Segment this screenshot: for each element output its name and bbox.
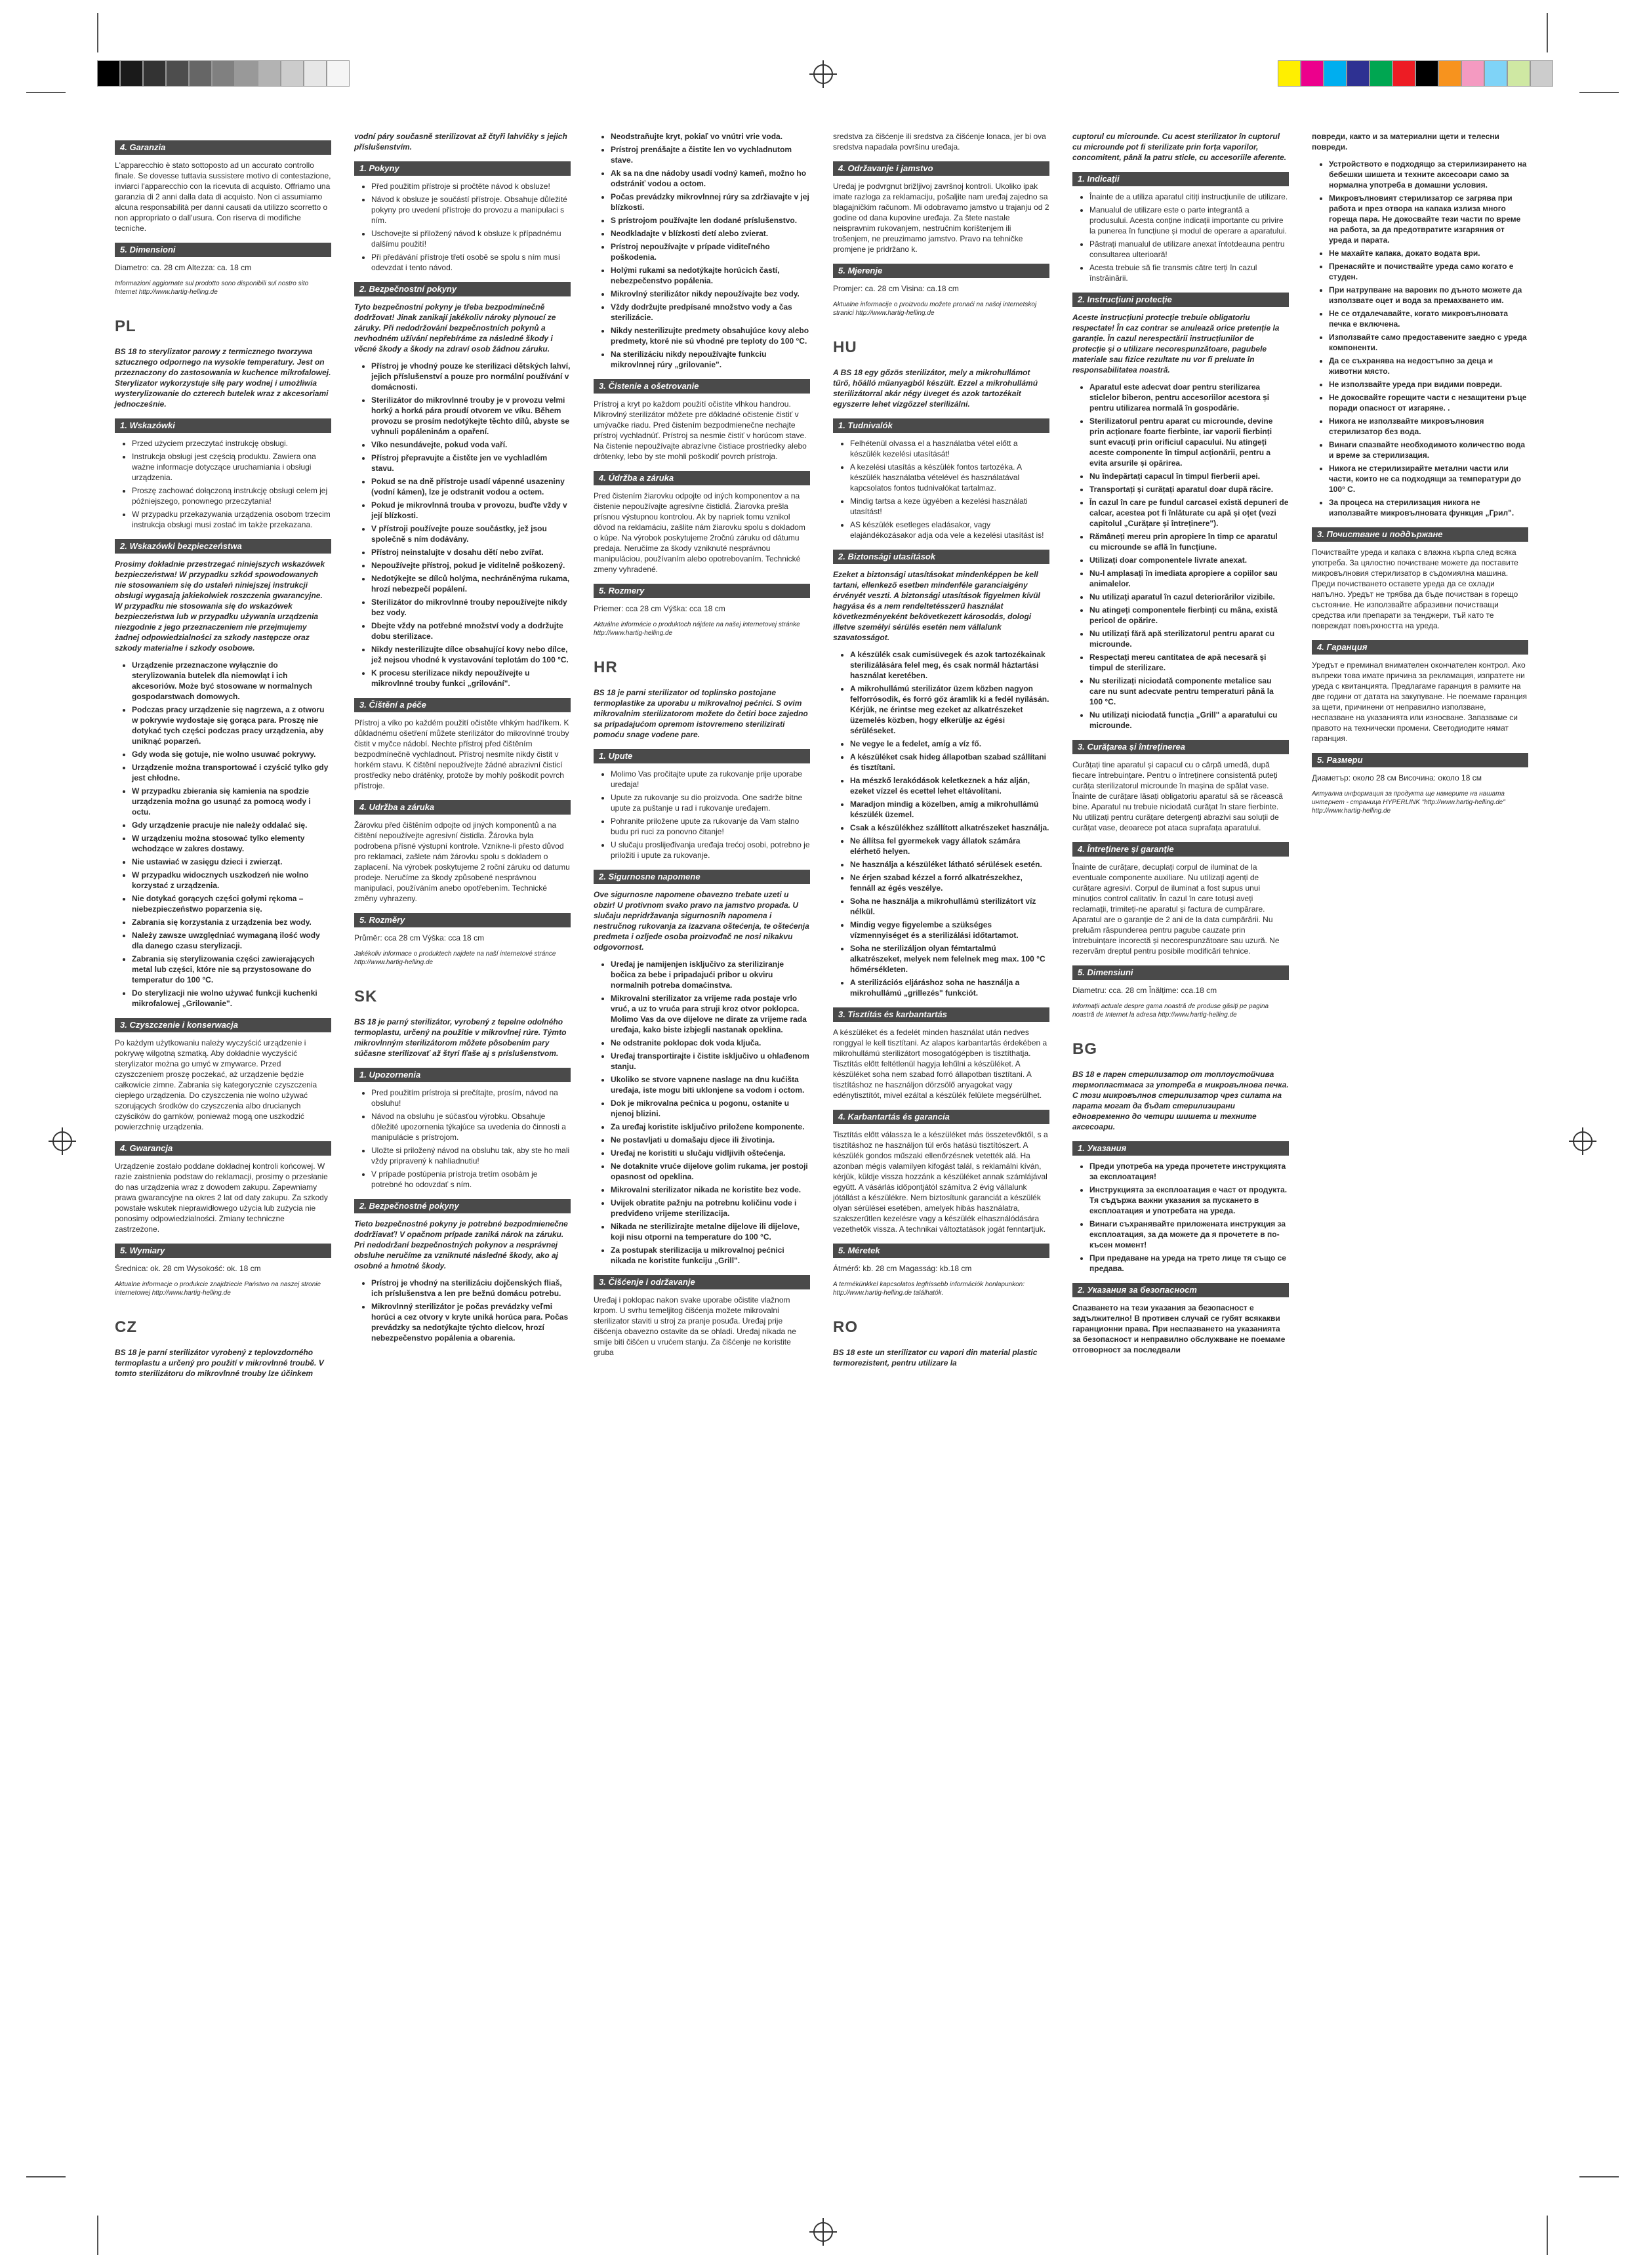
paragraph: Priemer: cca 28 cm Výška: cca 18 cm (594, 604, 725, 613)
intro-paragraph: Aceste instrucțiuni protecție trebuie obligatoriu respectate! În caz contrar se anulează orice pretenție la garanție. În cazul nerespectării instrucțiunilor de protecție și o utilizare necorespunzătoare, pagubele materiale sau fizice rezultate nu vor fi preluate în responsabilitatea noastră. (1072, 313, 1280, 375)
list-item: • Podczas pracy urządzenie się nagrzewa, a z otworu w pokrywie wydostaje się gorąca para. Proszę nie dotykać tych części podczas pracy urządzenia, aby uniknąć poparzeń. (132, 704, 331, 746)
list-item: • Mikrovlnný sterilizátor je počas prevádzky veľmi horúci a cez otvory v kryte uniká horúca para. Počas prevádzky sa nedotýkajte týchto dielcov, hrozí nebezpečenstvo popálenia a obarenia. (371, 1301, 571, 1343)
color-swatch (1301, 60, 1324, 87)
list-item: • Nikdy nesterilizujte dílce obsahující kovy nebo dílce, jež nejsou vhodné k vystavování teplotám do 100 °C. (371, 644, 571, 665)
list-item: • Pokud je mikrovlnná trouba v provozu, buďte vždy v její blízkosti. (371, 500, 571, 521)
list-item: • Soha ne használja a mikrohullámú sterilizátort víz nélkül. (850, 896, 1049, 917)
list-item: • W urządzeniu można stosować tylko elementy wchodzące w zakres dostawy. (132, 833, 331, 854)
bullet-list (354, 181, 571, 273)
paragraph: Почиствайте уреда и капака с влажна кърпа след всяка употреба. За цялостно почистване можете да поставите микровълновия стерилизатор в съдомиялна машина. Преди почистването оставете уреда да се охлади напълно. Уредът не трябва да бъде почистван в горещо състояние. Не използвайте абразивни почистващи средства или препарати за тенджери, тъй като те повреждат повърхността на уреда. (1312, 548, 1518, 630)
color-swatch (1392, 60, 1415, 87)
paragraph: Přístroj a víko po každém použití očistěte vlhkým hadříkem. K důkladnému ošetření můžete sterilizátor do mikrovlnné trouby čistit v myčce nádobí. Nechte přístroj před čištěním bezpodmínečně vychladnout. Přístroj nesmíte nikdy čistit v horkém stavu. K čištění nepoužívejte žádné abrazivní čisticí prostředky nebo drátěnky, protože by mohly poškodit povrch přístroje. (354, 718, 569, 790)
section-heading: 3. Почистване и поддържане (1312, 527, 1528, 542)
website-note: Aktualne informacije o proizvodu možete pronaći na našoj internetskoj stranici http://www.hartig-helling.de (833, 301, 1037, 317)
color-swatch (1324, 60, 1347, 87)
paragraph: Uređaj je podvrgnut brižljivoj završnoj kontroli. Ukoliko ipak imate razloga za reklamaciju, pošaljite nam uređaj zajedno sa blagajničkim računom. Mi odobravamo jamstvo u trajanju od 2 godine od dana kupovine uređaja. Za štete nastale neispravnim rukovanjem, nestručnim korištenjem ili trošenjem, ne preuzimamo jamstvo. Pravo na tehničke promjene je pridržano k. (833, 182, 1049, 254)
list-item: • Prístroj je vhodný na sterilizáciu dojčenských fliaš, ich príslušenstva a len pre bežnú domácu potrebu. (371, 1278, 571, 1299)
list-item: • За процеса на стерилизация никога не използвайте микровълновата функция „Грил". (1329, 497, 1528, 518)
section-heading: 4. Údržba a záruka (594, 471, 810, 485)
crop-mark (1547, 2216, 1548, 2255)
crop-mark (26, 92, 66, 93)
language-code: BG (1072, 1040, 1097, 1058)
list-item: • Urządzenie można transportować i czyścić tylko gdy jest chłodne. (132, 762, 331, 783)
website-note: A termékünkkel kapcsolatos legfrissebb információk honlapunkon: http://www.hartig-helling.de találhatók. (833, 1281, 1025, 1297)
section-heading: 2. Biztonsági utasítások (833, 550, 1049, 564)
color-swatch (1507, 60, 1530, 87)
section-heading: 1. Upozornenia (354, 1068, 571, 1082)
list-item: • Uvijek obratite pažnju na potrebnu količinu vode i predviđeno vrijeme sterilizacija. (611, 1198, 810, 1219)
list-item: • Počas prevádzky mikrovlnnej rúry sa zdržiavajte v jej blízkosti. (611, 192, 810, 213)
list-item: • Pohranite priložene upute za rukovanje da Vam stalno budu pri ruci za ponovno čitanje! (611, 816, 810, 837)
list-item: • A kezelési utasítás a készülék fontos tartozéka. A készülék használatba vételével és használatával kapcsolatos fontos tudnivalókat tartalmaz. (850, 462, 1049, 493)
color-bar (1278, 60, 1553, 87)
list-item: • Mikrovalni sterilizator nikada ne koristite bez vode. (611, 1185, 810, 1195)
crop-mark (97, 13, 98, 52)
section-heading: 2. Wskazówki bezpieczeństwa (115, 539, 331, 554)
registration-mark-icon (813, 2222, 833, 2242)
list-item: • Nu atingeți componentele fierbinți cu mâna, există pericol de opărire. (1089, 605, 1289, 626)
color-swatch (1461, 60, 1484, 87)
list-item: • Vždy dodržujte predpísané množstvo vody a čas sterilizácie. (611, 302, 810, 323)
section-heading: 5. Размери (1312, 753, 1528, 767)
website-note: Informazioni aggiornate sul prodotto sono disponibili sul nostro sito Internet http://www.hartig-helling.de (115, 280, 309, 296)
section-heading: 4. Întreținere și garanție (1072, 842, 1289, 857)
list-item: • Ne odstranite poklopac dok voda ključa. (611, 1038, 810, 1048)
paragraph: Înainte de curățare, decuplați corpul de iluminat de la eventuale componente auxiliare. Nu utilizați agenți de curățare agresivi. Corpul de iluminat a fost supus unui minuțios control calitativ. În cazul în care totuși aveți reclamații, trimiteți-ne aparatul și factura de cumpărare. Aparatul are o garanție de 2 ani de la data cumpărării. Nu preluăm răspunderea pentru pagube cauzate prin întrebuințare incorectă și necorespunzătoare sau uzură. Ne rezervăm dreptul pentru posibile modificări tehnice. (1072, 862, 1280, 956)
registration-mark-icon (813, 64, 833, 84)
crop-mark (1579, 2176, 1619, 2177)
list-item: • Ha mészkő lerakódások keletkeznek a ház alján, ezeket vízzel és ecettel lehet eltávolítani. (850, 775, 1049, 796)
section-heading: 4. Гаранция (1312, 640, 1528, 655)
list-item: • Înainte de a utiliza aparatul citiți instrucțiunile de utilizare. (1089, 192, 1289, 202)
list-item: • Gdy urządzenie pracuje nie należy oddalać się. (132, 820, 331, 830)
language-code: PL (115, 317, 136, 335)
list-item: • Mikrovalni sterilizator za vrijeme rada postaje vrlo vruć, a uz to vruća para struji kroz otvor poklopca. Molimo Vas da ove dijelove ne dirate za vrijeme rada uređaja, kako biste izbjegli nastanak opeklina. (611, 993, 810, 1035)
intro-paragraph: Ezeket a biztonsági utasításokat mindenképpen be kell tartani, ellenkező esetben mindenféle garanciaigény érvényét veszti. A biztonsági utasítások figyelmen kívül hagyása és a nem rendeltetésszerű használat következményeként bekövetkezett károsodás, dologi illetve személyi sérülés esetén nem vállalunk szavatosságot. (833, 570, 1040, 642)
paragraph: Уредът е преминал внимателен окончателен контрол. Ако въпреки това имате причина за рекламация, изпратете ни уреда с квитанцията. Предлагаме гаранция в рамките на две години от датата на закупуване. Не поемаме гаранция за щети, причинени от неправилно използване, неспазване на указанията или износване. Запазваме си правото на технически промени. Светодиодите нямат гаранция. (1312, 660, 1528, 743)
color-swatch (212, 60, 235, 87)
bullet-list (594, 959, 810, 1266)
list-item: • Urządzenie przeznaczone wyłącznie do sterylizowania butelek dla niemowląt i ich akcesoriów. Może być stosowane w normalnych gospodarstwach domowych. (132, 660, 331, 702)
list-item: • Използвайте само предоставените заедно с уреда компоненти. (1329, 332, 1528, 353)
list-item: • Holými rukami sa nedotýkajte horúcich častí, nebezpečenstvo popálenia. (611, 265, 810, 286)
list-item: • Ne használja a készüléket látható sérülések esetén. (850, 859, 1049, 870)
intro-paragraph: A BS 18 egy gőzös sterilizátor, mely a mikrohullámot tűrő, hőálló műanyagból készült. Ezzel a mikrohullámú sterilizátorral akár négy üveget és azok tartozékait egyszerre lehet vízgőzzel sterilizálni. (833, 368, 1038, 409)
list-item: • A készülék csak cumisüvegek és azok tartozékainak sterilizálására felel meg, és csak normál háztartási használat keretében. (850, 649, 1049, 681)
list-item: • Víko nesundávejte, pokud voda vaří. (371, 439, 571, 450)
intro-paragraph: Ove sigurnosne napomene obavezno trebate uzeti u obzir! U protivnom svako pravo na jamstvo propada. U slučaju nepridržavanja sigurnosnih napomena i nestručnog rukovanja za izazvana oštećenja, te oštećenja predmeta i ozljede osoba proizvođač ne nosi nikakvu odgovornost. (594, 890, 809, 952)
section-heading: 5. Rozměry (354, 913, 571, 927)
list-item: • Ne állítsa fel gyermekek vagy állatok számára elérhető helyen. (850, 836, 1049, 857)
color-swatch (1438, 60, 1461, 87)
list-item: • Никога не стерилизирайте метални части или части, които не са подходящи за температури до 100° С. (1329, 463, 1528, 495)
list-item: • Ne érjen szabad kézzel a forró alkatrészekhez, fennáll az égés veszélye. (850, 872, 1049, 893)
list-item: • Proszę zachować dołączoną instrukcję obsługi celem jej późniejszego, ponownego przeczytania! (132, 485, 331, 506)
intro-paragraph: cuptorul cu microunde. Cu acest sterilizator în cuptorul cu microunde pot fi sterilizate prin forța vaporilor, concomitent, până la patru sticle, cu accesoriile aferente. (1072, 132, 1287, 162)
section-heading: 4. Garanzia (115, 140, 331, 155)
bullet-list (833, 649, 1049, 998)
paragraph: Urządzenie zostało poddane dokładnej kontroli końcowej. W razie zaistnienia podstaw do reklamacji, prosimy o przesłanie do nas urządzenia wraz z dowodem zakupu. Zapewniamy prawa gwarancyjne na okres 2 lat od daty zakupu. Za szkody powstałe wskutek nieprawidłowego użycia lub zużycia nie ponosimy odpowiedzialności. Zmiany techniczne zastrzeżone. (115, 1162, 328, 1234)
list-item: • Upute za rukovanje su dio proizvoda. One sadrže bitne upute za puštanje u rad i rukovanje uređajem. (611, 792, 810, 813)
list-item: • Nu îndepărtați capacul în timpul fierberii apei. (1089, 471, 1289, 481)
list-item: • W przypadku widocznych uszkodzeń nie wolno korzystać z urządzenia. (132, 870, 331, 891)
color-swatch (304, 60, 327, 87)
list-item: • Устройството е подходящо за стерилизирането на бебешки шишета и техните аксесоари само за нормална употреба в домашни условия. (1329, 159, 1528, 190)
list-item: • Neodstraňujte kryt, pokiaľ vo vnútri vrie voda. (611, 131, 810, 142)
intro-paragraph: BS 18 je parni sterilizator od toplinsko postojane termoplastike za uporabu u mikrovalnoj pećnici. S ovim mikrovalnim sterilizatorom možete do četiri boce zajedno sa pripadajućom opremom istovremeno sterilizirati pomoću snage vodene pare. (594, 688, 808, 739)
list-item: • Dbejte vždy na potřebné množství vody a dodržujte dobu sterilizace. (371, 620, 571, 641)
color-swatch (1530, 60, 1553, 87)
bullet-list (354, 1087, 571, 1190)
intro-paragraph: Prosimy dokładnie przestrzegać niniejszych wskazówek bezpieczeństwa! W przypadku szkód spowodowanych nie stosowaniem się do ustaleń niniejszej instrukcji obsługi wygasają jakiekolwiek roszczenia gwarancyjne. W przypadku nie stosowania się do wskazówek bezpieczeństwa lub w przypadku używania urządzenia niezgodnie z jego przeznaczeniem nie przejmujemy żadnej odpowiedzialności za szkody następcze oraz szkody materialne i szkody osobowe. (115, 559, 325, 653)
section-heading: 4. Karbantartás és garancia (833, 1110, 1049, 1124)
color-swatch (143, 60, 166, 87)
list-item: • Aparatul este adecvat doar pentru sterilizarea sticlelor biberon, pentru accesoriilor acestora și pentru utilizarea normală în gospodărie. (1089, 382, 1289, 413)
list-item: • Do sterylizacji nie wolno używać funkcji kuchenki mikrofalowej „Grilowanie". (132, 988, 331, 1009)
language-code: SK (354, 988, 378, 1005)
section-heading: 3. Curățarea și întreținerea (1072, 740, 1289, 754)
list-item: • Respectați mereu cantitatea de apă necesară și timpul de sterilizare. (1089, 652, 1289, 673)
list-item: • Za postupak sterilizacija u mikrovalnoj pećnici nikada ne koristite funkciju „Grill". (611, 1245, 810, 1266)
list-item: • Sterilizátor do mikrovlnné trouby je v provozu velmi horký a horká pára proudí otvorem ve víku. Během provozu se prosím nedotýkejte těchto dílů, abyste se vyhnuli popáleninám a opaření. (371, 395, 571, 437)
website-note: Aktualne informacje o produkcie znajdziecie Państwo na naszej stronie internetowej http://www.hartig-helling.de (115, 1281, 321, 1297)
section-heading: 5. Wymiary (115, 1244, 331, 1258)
color-swatch (120, 60, 143, 87)
list-item: • Před použitím přístroje si pročtěte návod k obsluze! (371, 181, 571, 192)
paragraph: A készüléket és a fedelét minden használat után nedves ronggyal le kell tisztítani. Az alapos karbantartás érdekében a mikrohullámú sterilizátort mosogatógépben is tisztíthatja. Tisztítás előtt feltétlenül hagyja lehűlni a készüléket. A készüléket soha nem szabad forró állapotban tisztítani. A tisztításhoz ne használjon dörzsölő anyagokat vagy edénytisztítót, mivel ezáltal a készülék felülete megsérülhet. (833, 1028, 1047, 1100)
section-heading: 2. Указания за безопасност (1072, 1283, 1289, 1297)
section-heading: 3. Čistenie a ošetrovanie (594, 379, 810, 394)
bullet-list (354, 361, 571, 689)
list-item: • Prístroj prenášajte a čistite len vo vychladnutom stave. (611, 144, 810, 165)
intro-paragraph: Tieto bezpečnostné pokyny je potrebné bezpodmienečne dodržiavať! V opačnom prípade zaniká nárok na záruku. Pri nedodržaní bezpečnostných pokynov a nesprávnej obsluhe neručíme za vzniknuté následné škody, ako aj osobné a hmotné škody. (354, 1219, 568, 1270)
list-item: • Uređaj ne koristiti u slučaju vidljivih oštećenja. (611, 1148, 810, 1158)
intro-paragraph: Tyto bezpečnostní pokyny je třeba bezpodmínečně dodržovat! Jinak zanikají jakékoliv nároky plynoucí ze záruky. Při nedodržování bezpečnostních pokynů a nevhodném užívání nepřebíráme za následné škody i věcné škody a škody na zdraví osob žádnou záruku. (354, 302, 556, 354)
section-heading: 1. Indicații (1072, 172, 1289, 186)
paragraph: Průměr: cca 28 cm Výška: cca 18 cm (354, 933, 485, 942)
list-item: • Gdy woda się gotuje, nie wolno usuwać pokrywy. (132, 749, 331, 759)
paragraph: Диаметър: около 28 см Височина: около 18 см (1312, 773, 1482, 782)
list-item: • Păstrați manualul de utilizare anexat întotdeauna pentru consultarea ulterioară! (1089, 239, 1289, 260)
paragraph: L'apparecchio è stato sottoposto ad un accurato controllo finale. Se dovesse tuttavia sussistere motivo di contestazione, inviarci l'apparecchio con la ricevuta di acquisto. Offriamo una garanzia di 2 anni dalla data di acquisto. Non ci assumiamo alcuna responsabilità per danni causati da utilizzo scorretto o non appropriato o dall'usura. Con riserva di modifiche tecniche. (115, 161, 331, 233)
bullet-list (594, 769, 810, 861)
color-swatch (1370, 60, 1392, 87)
list-item: • Не махайте капака, докато водата ври. (1329, 248, 1528, 258)
color-swatch (97, 60, 120, 87)
intro-paragraph: BS 18 to sterylizator parowy z termicznego tworzywa sztucznego odpornego na wysokie temperatury. Jest on przeznaczony do zastosowania w kuchence mikrofalowej. Sterylizator wykorzystuje siłę pary wodnej i umożliwia wysterylizowanie do czterech butelek wraz z akcesoriami jednocześnie. (115, 347, 331, 409)
list-item: • Не се отдалечавайте, когато микровълновата печка е включена. (1329, 308, 1528, 329)
paragraph: Średnica: ok. 28 cm Wysokość: ok. 18 cm (115, 1264, 261, 1273)
paragraph: Спазването на тези указания за безопасност е задължително! В противен случай се губят всякакви гаранционни права. При неспазването на указанията за безопасност и неправилно обслужване не поемаме отговорност за последвали (1072, 1303, 1286, 1354)
list-item: • Pokud se na dně přístroje usadí vápenné usazeniny (vodní kámen), lze je odstranit vodou a octem. (371, 476, 571, 497)
paragraph: Pred čistením žiarovku odpojte od iných komponentov a na čistenie nepoužívajte agresívne čistidlá. Žiarovka prešla prísnou výstupnou kontrolou. Ak by napriek tomu vznikol dôvod na reklamáciu, zašlite nám žiarovku spolu s dokladom o kúpe. Na výrobok poskytujeme 2ročnú záruku od dátumu predaja. Neručíme za škody vzniknuté nesprávnou manipuláciou, používaním alebo opotrebovaním. Technické zmeny vyhradené. (594, 491, 805, 574)
list-item: • Při předávání přístroje třetí osobě se spolu s ním musí odevzdat i tento návod. (371, 252, 571, 273)
section-heading: 4. Gwarancja (115, 1141, 331, 1156)
list-item: • Sterilizátor do mikrovlnné trouby nepoužívejte nikdy bez vody. (371, 597, 571, 618)
color-swatch (1484, 60, 1507, 87)
list-item: • Ak sa na dne nádoby usadí vodný kameň, možno ho odstrániť vodou a octom. (611, 168, 810, 189)
crop-mark (26, 2176, 66, 2177)
list-item: • Instrukcja obsługi jest częścią produktu. Zawiera ona ważne informacje dotyczące uruchamiania i obsługi urządzenia. (132, 451, 331, 483)
text-column-3 (594, 131, 810, 1364)
list-item: • În cazul în care pe fundul carcasei există depuneri de calcar, acestea pot fi înlăturate cu apă și oțet (vezi capitolul „Curățare și întreținere"). (1089, 497, 1289, 529)
list-item: • Rămâneți mereu prin apropiere în timp ce aparatul cu microunde se află în funcțiune. (1089, 531, 1289, 552)
list-item: • Na sterilizáciu nikdy nepoužívajte funkciu mikrovlnnej rúry „grilovanie". (611, 349, 810, 370)
list-item: • Sterilizatorul pentru aparat cu microunde, devine prin acționare foarte fierbinte, iar vaporii fierbinți sunt evacuți prin orificiul capacului. Nu atingeți aceste componente în timpul acționării, pentru a evita arsurile și opărirea. (1089, 416, 1289, 468)
list-item: • Ne postavljati u domašaju djece ili životinja. (611, 1135, 810, 1145)
list-item: • A mikrohullámú sterilizátor üzem közben nagyon felforrósodik, és forró gőz áramlik ki a fedél nyílásán. Kérjük, ne érintse meg ezeket az alkatrészeket üzemelés közben, hogy elkerülje az égési sérüléseket. (850, 683, 1049, 736)
section-heading: 1. Указания (1072, 1141, 1289, 1156)
list-item: • Neodkladajte v blízkosti detí alebo zvierat. (611, 228, 810, 239)
language-code: RO (833, 1318, 858, 1336)
list-item: • Преди употреба на уреда прочетете инструкцията за експлоатация! (1089, 1161, 1289, 1182)
gray-color-bar (97, 60, 350, 87)
list-item: • При натрупване на варовик по дъното можете да използвате оцет и вода за премахването им. (1329, 285, 1528, 306)
list-item: • Nie dotykać gorących części gołymi rękoma – niebezpieczeństwo poparzenia się. (132, 893, 331, 914)
list-item: • Přístroj přepravujte a čistěte jen ve vychladlém stavu. (371, 453, 571, 474)
intro-paragraph: BS 18 е парен стерилизатор от топлоустойчива термопластмаса за употреба в микровълнова печка. С този микровълнов стерилизатор чрез силата на парата могат да бъдат стерилизирани едновременно до четири шишета и техните аксесоари. (1072, 1070, 1289, 1131)
bullet-list (594, 131, 810, 370)
section-heading: 5. Dimensiuni (1072, 965, 1289, 980)
list-item: • U slučaju proslijeđivanja uređaja trećoj osobi, potrebno je priložiti i upute za rukovanje. (611, 840, 810, 861)
list-item: • Należy zawsze uwzględniać wymaganą ilość wody dla danego czasu sterylizacji. (132, 930, 331, 951)
list-item: • Nu utilizați fără apă sterilizatorul pentru aparat cu microunde. (1089, 628, 1289, 649)
bullet-list (1072, 1161, 1289, 1274)
section-heading: 5. Rozmery (594, 584, 810, 598)
section-heading: 3. Čišćenje i održavanje (594, 1275, 810, 1289)
list-item: • Maradjon mindig a közelben, amíg a mikrohullámú készülék üzemel. (850, 799, 1049, 820)
bullet-list (115, 660, 331, 1009)
section-heading: 2. Instrucțiuni protecție (1072, 293, 1289, 307)
list-item: • Soha ne sterilizáljon olyan fémtartalmú alkatrészeket, melyek nem felelnek meg max. 100 °C hőmérsékleten. (850, 943, 1049, 975)
website-note: Jakékoliv informace o produktech najdete na naší internetové stránce http://www.hartig-helling.de (354, 950, 556, 966)
list-item: • Никога не използвайте микровълновия стерилизатор без вода. (1329, 416, 1528, 437)
list-item: • A sterilizációs eljáráshoz soha ne használja a mikrohullámú „grillezés" funkciót. (850, 977, 1049, 998)
bullet-list (1312, 159, 1528, 518)
crop-mark (1547, 13, 1548, 52)
section-heading: 2. Bezpečnostní pokyny (354, 282, 571, 296)
list-item: • Nu utilizați niciodată funcția „Grill" a aparatului cu microunde. (1089, 710, 1289, 731)
paragraph: Prístroj a kryt po každom použití očistite vlhkou handrou. Mikrovlný sterilizátor môžete pre dôkladné očistenie čistiť v umývačke riadu. Pred čistením bezpodmienečne nechajte prístroj vychladnúť. Prístroj sa nesmie čistiť v horúcom stave. Na čistenie nepoužívajte abrazívne čistiace prostriedky alebo drôtenky, lebo by ste mohli poškodiť povrch prístroja. (594, 399, 807, 461)
registration-mark-icon (52, 1131, 72, 1151)
list-item: • Dok je mikrovalna pećnica u pogonu, ostanite u njenoj blizini. (611, 1098, 810, 1119)
intro-paragraph: BS 18 je parní sterilizátor vyrobený z teplovzdorného termoplastu a určený pro použití v mikrovlnné troubě. V tomto sterilizátoru do mikrovlnné trouby lze účinkem (115, 1348, 324, 1378)
paragraph: повреди, както и за материални щети и телесни повреди. (1312, 132, 1499, 152)
list-item: • Za uređaj koristite isključivo priložene komponente. (611, 1122, 810, 1132)
list-item: • W przypadku przekazywania urządzenia osobom trzecim instrukcja obsługi musi zostać im także przekazana. (132, 509, 331, 530)
list-item: • Не използвайте уреда при видими повреди. (1329, 379, 1528, 390)
list-item: • Винаги съхранявайте приложената инструкция за експлоатация, за да можете да я прочетете в по-късен момент! (1089, 1219, 1289, 1250)
paragraph: sredstva za čišćenje ili sredstva za čišćenje lonaca, jer bi ova sredstva napadala površinu uređaja. (833, 132, 1046, 152)
section-heading: 5. Dimensioni (115, 243, 331, 257)
list-item: • Не докосвайте горещите части с незащитени ръце поради опасност от изгаряне. . (1329, 392, 1528, 413)
section-heading: 4. Održavanje i jamstvo (833, 161, 1049, 176)
section-heading: 3. Čištění a péče (354, 698, 571, 712)
list-item: • Csak a készülékhez szállított alkatrészeket használja. (850, 822, 1049, 833)
list-item: • Zabrania się korzystania z urządzenia bez wody. (132, 917, 331, 927)
section-heading: 5. Mjerenje (833, 264, 1049, 278)
language-code: HR (594, 658, 618, 676)
section-heading: 4. Udržba a záruka (354, 800, 571, 815)
language-code: CZ (115, 1318, 137, 1336)
paragraph: Átmérő: kb. 28 cm Magasság: kb.18 cm (833, 1264, 972, 1273)
list-item: • Nu sterilizați niciodată componente metalice sau care nu sunt adecvate pentru temperaturi până la 100 °C. (1089, 676, 1289, 707)
section-heading: 2. Bezpečnostné pokyny (354, 1199, 571, 1213)
language-code: HU (833, 338, 857, 356)
color-swatch (281, 60, 304, 87)
text-column-6 (1312, 131, 1528, 823)
list-item: • Uložte si priložený návod na obsluhu tak, aby ste ho mali vždy pripravený k nahliadnutiu! (371, 1145, 571, 1166)
paragraph: Po każdym użytkowaniu należy wyczyścić urządzenie i pokrywę wilgotną szmatką. Aby dokładnie wyczyścić sterylizator można go umyć w zmywarce. Przed czyszczeniem proszę poczekać, aż urządzenie będzie całkowicie zimne. Zabrania się kategorycznie czyszczenia ciepłego urządzenia. Do czyszczenia nie wolno używać szorujących środków do czyszczenia albo drucianych czyścików do garnków, ponieważ mogą one uszkodzić powierzchnię urządzenia. (115, 1038, 317, 1131)
list-item: • Molimo Vas pročitajte upute za rukovanje prije uporabe uređaja! (611, 769, 810, 790)
color-swatch (189, 60, 212, 87)
list-item: • Felhétenül olvassa el a használatba vétel előtt a készülék kezelési utasítását! (850, 438, 1049, 459)
text-column-4 (833, 131, 1049, 1375)
list-item: • Винаги спазвайте необходимото количество вода и време за стерилизация. (1329, 439, 1528, 460)
list-item: • Микровълновият стерилизатор се загрява при работа и през отвора на капака излиза много гореща пара. Не докосвайте тези части по време на работа, за да предотвратите изгаряния от уреда и парата. (1329, 193, 1528, 245)
list-item: • A készüléket csak hideg állapotban szabad szállítani és tisztítani. (850, 752, 1049, 773)
color-swatch (327, 60, 350, 87)
list-item: • S prístrojom používajte len dodané príslušenstvo. (611, 215, 810, 226)
color-swatch (258, 60, 281, 87)
color-swatch (1347, 60, 1370, 87)
list-item: • K procesu sterilizace nikdy nepoužívejte u mikrovlnné trouby funkci „grilování". (371, 668, 571, 689)
bullet-list (833, 438, 1049, 540)
list-item: • Пренасяйте и почиствайте уреда само когато е студен. (1329, 261, 1528, 282)
crop-mark (97, 2216, 98, 2255)
registration-mark-icon (1573, 1131, 1593, 1151)
list-item: • Nu-l amplasați în imediata apropiere a copiilor sau animalelor. (1089, 568, 1289, 589)
list-item: • Prístroj nepoužívajte v prípade viditeľného poškodenia. (611, 241, 810, 262)
list-item: • Ne vegye le a fedelet, amíg a víz fő. (850, 739, 1049, 749)
website-note: Informații actuale despre gama noastră de produse găsiți pe pagina noastră de Internet la adresa http://www.hartig-helling.de (1072, 1003, 1269, 1019)
website-note: Aktuálne informácie o produktoch nájdete na našej internetovej stránke http://www.hartig-helling.de (594, 621, 800, 637)
list-item: • V prípade postúpenia prístroja tretím osobám je potrebné ho odovzdať s ním. (371, 1169, 571, 1190)
website-note: Актуална информация за продукта ще намерите на нашата интернет - страница HYPERLINK "http://www.hartig-helling.de" http://www.hartig-helling.de (1312, 790, 1505, 815)
text-column-2 (354, 131, 571, 1350)
bullet-list (354, 1278, 571, 1343)
intro-paragraph: BS 18 este un sterilizator cu vapori din material plastic termorezistent, pentru utilizare la (833, 1348, 1038, 1367)
paragraph: Uređaj i poklopac nakon svake uporabe očistite vlažnom krpom. U svrhu temeljitog čišćenja možete mikrovalni sterilizator staviti u stroj za pranje posuđa. Uređaj prije čišćenja obavezno ostavite da se ohladi. Uređaj nikada ne smije biti čišćen u vrućem stanju. Za čišćenje ne koristite gruba (594, 1295, 796, 1357)
section-heading: 1. Upute (594, 749, 810, 763)
list-item: • Acesta trebuie să fie transmis către terți în cazul înstrăinării. (1089, 262, 1289, 283)
list-item: • Nedotýkejte se dílců holýma, nechráněnýma rukama, hrozí nebezpečí popálení. (371, 573, 571, 594)
paragraph: Diametru: cca. 28 cm Înălțime: cca.18 cm (1072, 986, 1217, 995)
list-item: • Mikrovlný sterilizátor nikdy nepoužívajte bez vody. (611, 289, 810, 299)
list-item: • Uređaj transportirajte i čistite isključivo u ohlađenom stanju. (611, 1051, 810, 1072)
text-column-1 (115, 131, 331, 1385)
list-item: • Přístroj neinstalujte v dosahu dětí nebo zvířat. (371, 547, 571, 557)
list-item: • Návod k obsluze je součástí přístroje. Obsahuje důležité pokyny pro uvedení přístroje do provozu a manipulaci s ním. (371, 194, 571, 226)
color-swatch (1278, 60, 1301, 87)
paragraph: Žárovku před čištěním odpojte od jiných komponentů a na čištění nepoužívejte agresivní čistidla. Žárovka byla podrobena přísné výstupní kontrole. Vznikne-li přesto důvod pro reklamaci, zašlete nám žárovku spolu s dokladem o zaplacení. Na výrobek poskytujeme 2 roční záruku od datumu prodeje. Neručíme za škody způsobené nesprávnou manipulací, používáním anebo opotřebením. Technické změny vyhrazeny. (354, 820, 570, 903)
list-item: • При предаване на уреда на трето лице тя също се предава. (1089, 1253, 1289, 1274)
list-item: • Manualul de utilizare este o parte integrantă a produsului. Acesta conține indicații importante cu privire la punerea în funcțiune și modul de operare a aparatului. (1089, 205, 1289, 236)
list-item: • Nie ustawiać w zasięgu dzieci i zwierząt. (132, 857, 331, 867)
section-heading: 3. Tisztítás és karbantartás (833, 1007, 1049, 1022)
list-item: • Nikada ne sterilizirajte metalne dijelove ili dijelove, koji nisu otporni na temperature do 100 °C. (611, 1221, 810, 1242)
list-item: • Návod na obsluhu je súčasťou výrobku. Obsahuje dôležité upozornenia týkajúce sa uvedenia do činnosti a manipulácie s prístrojom. (371, 1111, 571, 1143)
paragraph: Promjer: ca. 28 cm Visina: ca.18 cm (833, 284, 959, 293)
paragraph: Diametro: ca. 28 cm Altezza: ca. 18 cm (115, 263, 252, 272)
list-item: • V přístroji používejte pouze součástky, jež jsou společně s ním dodávány. (371, 523, 571, 544)
list-item: • Mindig tartsa a keze ügyében a kezelési használati utasítást! (850, 496, 1049, 517)
bullet-list (115, 438, 331, 530)
bullet-list (1072, 382, 1289, 731)
list-item: • Utilizați doar componentele livrate anexat. (1089, 555, 1289, 565)
section-heading: 2. Sigurnosne napomene (594, 870, 810, 884)
list-item: • Ne dotaknite vruće dijelove golim rukama, jer postoji opasnost od opeklina. (611, 1161, 810, 1182)
list-item: • Nepoužívejte přístroj, pokud je viditelně poškozený. (371, 560, 571, 571)
section-heading: 1. Tudnivalók (833, 418, 1049, 433)
color-swatch (235, 60, 258, 87)
color-swatch (1415, 60, 1438, 87)
list-item: • Nikdy nesterilizujte predmety obsahujúce kovy alebo predmety, ktoré nie sú vhodné pre teploty do 100 °C. (611, 325, 810, 346)
section-heading: 3. Czyszczenie i konserwacja (115, 1018, 331, 1032)
list-item: • Uschovejte si přiložený návod k obsluze k případnému dalšímu použití! (371, 228, 571, 249)
intro-paragraph: BS 18 je parný sterilizátor, vyrobený z tepelne odolného termoplastu, určený na použitie v mikrovlnej rúre. Týmto mikrovlnným sterilizátorom môžete pôsobením pary súčasne sterilizovať až štyri fľaše aj s príslušenstvom. (354, 1017, 567, 1058)
section-heading: 1. Pokyny (354, 161, 571, 176)
paragraph: Tisztítás előtt válassza le a készüléket más összetevőktől, s a tisztításhoz ne használjon túl erős hatású tisztítószert. A készülék gondos műszaki ellenőrzésnek vetették alá. Ha azonban mégis valamilyen kifogást talál, s reklamálni kíván, kérjük, küldje vissza hozzánk a készüléket annak számlájával együtt. A vásárlás időpontjától számítva 2 évig vállalunk jótállást a készülékre. Nem biztosítunk garanciát a készülék olyan sérülései esetében, amelyek hibás használatra, szakszerűtlen kezelésre vagy a készülék elhasználódására vezethetők vissza. A technikai változtatások jogát fenntartjuk. (833, 1130, 1048, 1234)
list-item: • W przypadku zbierania się kamienia na spodzie urządzenia można go usunąć za pomocą wody i octu. (132, 786, 331, 817)
bullet-list (1072, 192, 1289, 283)
paragraph: Curățați tine aparatul și capacul cu o cârpă umedă, după fiecare întrebuințare. Pentru o întreținere consistentă puteți curăța sterilizatorul microunde în mașina de spălat vase. Înainte de curățare lăsați obligatoriu aparatul să se răcească bine. Aparatul nu trebuie niciodată curățat în stare fierbinte. Nu utilizați pentru curățare detergenți abrazivi sau soluții de curățat vase, deoarece pot ataca suprafața aparatului. (1072, 760, 1283, 832)
list-item: • Zabrania się sterylizowania części zawierających metal lub części, które nie są przystosowane do temperatur do 100 °C. (132, 954, 331, 985)
list-item: • Инструкцията за експлоатация е част от продукта. Тя съдържа важни указания за пускането в експлоатация и употребата на уреда. (1089, 1185, 1289, 1216)
color-swatch (166, 60, 189, 87)
list-item: • Transportați și curățați aparatul doar după răcire. (1089, 484, 1289, 495)
list-item: • AS készülék esetleges eladásakor, vagy elajándékozásakor adja oda vele a kezelési utasítást is! (850, 519, 1049, 540)
list-item: • Przed użyciem przeczytać instrukcję obsługi. (132, 438, 331, 449)
intro-paragraph: vodní páry současně sterilizovat až čtyři lahvičky s jejich příslušenstvím. (354, 132, 567, 152)
section-heading: 1. Wskazówki (115, 418, 331, 433)
list-item: • Mindig vegye figyelembe a szükséges vízmennyiséget és a sterilizálási időtartamot. (850, 920, 1049, 941)
list-item: • Ukoliko se stvore vapnene naslage na dnu kućišta uređaja, iste mogu biti uklonjene sa vodom i octom. (611, 1074, 810, 1095)
list-item: • Да се съхранява на недостъпно за деца и животни място. (1329, 355, 1528, 376)
list-item: • Přístroj je vhodný pouze ke sterilizaci dětských lahví, jejich příslušenství a pouze pro normální používání v domácnosti. (371, 361, 571, 392)
list-item: • Uređaj je namijenjen isključivo za steriliziranje bočica za bebe i pripadajući pribor u okviru normalnih potreba domaćinstva. (611, 959, 810, 990)
crop-mark (1579, 92, 1619, 93)
list-item: • Pred použitím prístroja si prečítajte, prosím, návod na obsluhu! (371, 1087, 571, 1108)
list-item: • Nu utilizați aparatul în cazul deteriorărilor vizibile. (1089, 592, 1289, 602)
text-column-5 (1072, 131, 1289, 1362)
section-heading: 5. Méretek (833, 1244, 1049, 1258)
